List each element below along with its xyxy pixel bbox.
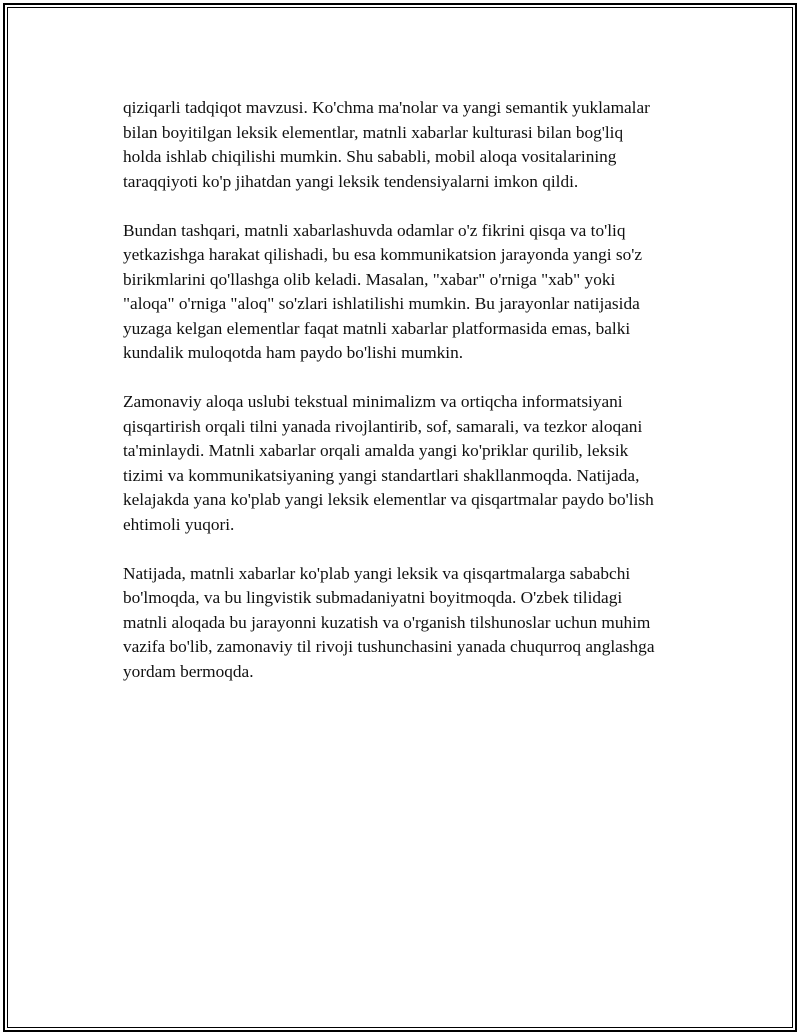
paragraph-3-line-1: Zamonaviy aloqa uslubi tekstual minimalizm va ortiqcha informatsiyani [123,392,623,411]
paragraph-3-line-4: tizimi va kommunikatsiyaning yangi standartlari shakllanmoqda. Natijada, [123,465,640,485]
page-content [123,96,703,709]
paragraph-2 [123,219,703,366]
paragraph-2-line-1: Bundan tashqari, matnli xabarlashuvda odamlar o'z fikrini qisqa va to'liq [123,220,626,240]
paragraph-1-line-3: holda ishlab chiqilishi mumkin. Shu sababli, mobil aloqa vositalarining [123,147,617,166]
paragraph-2-line-2: yetkazishga harakat qilishadi, bu esa kommunikatsion jarayonda yangi so'z [123,245,643,264]
paragraph-2-line-6: kundalik muloqotda ham paydo bo'lishi mumkin. [123,343,464,362]
paragraph-2-line-4: "aloqa" o'rniga "aloq" so'zlari ishlatilishi mumkin. Bu jarayonlar natijasida [123,294,640,313]
paragraph-3 [123,390,703,537]
paragraph-3-line-6: ehtimoli yuqori. [123,514,235,534]
paragraph-1-line-2: bilan boyitilgan leksik elementlar, matnli xabarlar kulturasi bilan bog'liq [123,122,624,142]
paragraph-1-line-1: qiziqarli tadqiqot mavzusi. Ko'chma ma'nolar va yangi semantik yuklamalar [123,98,650,117]
paragraph-4-line-5: yordam bermoqda. [123,661,254,681]
paragraph-1-line-4: taraqqiyoti ko'p jihatdan yangi leksik tendensiyalarni imkon qildi. [123,171,579,191]
paragraph-3-line-5: kelajakda yana ko'plab yangi leksik elementlar va qisqartmalar paydo bo'lish [123,490,654,509]
paragraph-1 [123,96,703,194]
page-frame [3,3,797,1032]
paragraph-4 [123,562,703,685]
paragraph-2-line-3: birikmlarini qo'llashga olib keladi. Masalan, "xabar" o'rniga "xab" yoki [123,269,616,289]
paragraph-4-line-4: vazifa bo'lib, zamonaviy til rivoji tushunchasini yanada chuqurroq anglashga [123,637,655,656]
paragraph-3-line-3: ta'minlaydi. Matnli xabarlar orqali amalda yangi ko'priklar qurilib, leksik [123,441,629,460]
paragraph-4-line-2: bo'lmoqda, va bu lingvistik submadaniyatni boyitmoqda. O'zbek tilidagi [123,588,623,607]
paragraph-2-line-5: yuzaga kelgan elementlar faqat matnli xabarlar platformasida emas, balki [123,318,631,338]
paragraph-4-line-1: Natijada, matnli xabarlar ko'plab yangi leksik va qisqartmalarga sababchi [123,563,631,583]
paragraph-3-line-2: qisqartirish orqali tilni yanada rivojlantirib, sof, samarali, va tezkor aloqani [123,416,643,436]
paragraph-4-line-3: matnli aloqada bu jarayonni kuzatish va o'rganish tilshunoslar uchun muhim [123,612,651,632]
